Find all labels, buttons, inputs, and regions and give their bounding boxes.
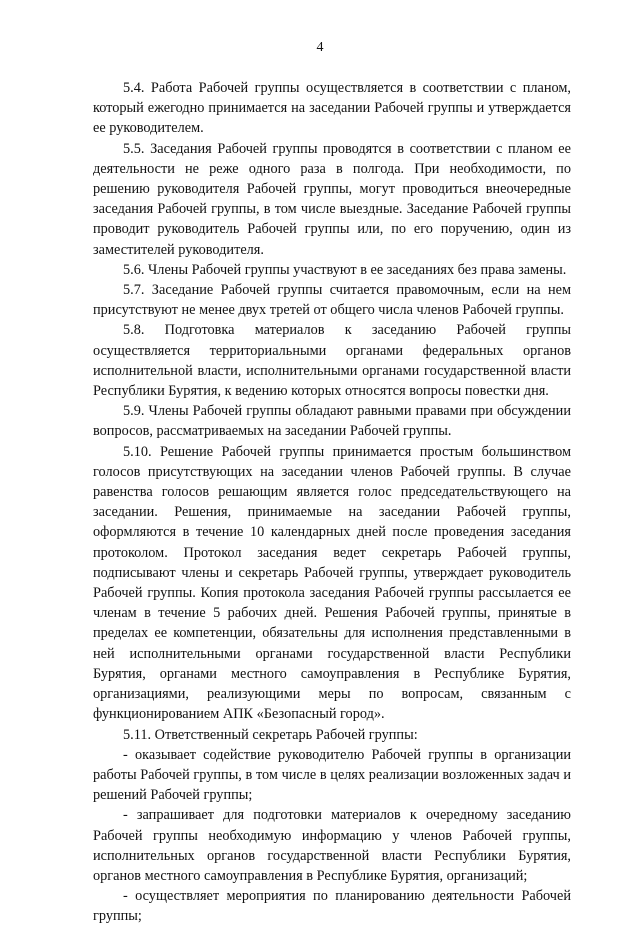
paragraph-5-6: 5.6. Члены Рабочей группы участвуют в ее заседаниях без права замены. bbox=[123, 261, 567, 278]
paragraph-5-10: 5.10. Решение Рабочей группы принимается простым большинством голосов присутствующих на заседании членов Рабочей группы. В случае равенства голосов решающим является голос председательствующего на заседании. Решения, принимаемые на заседании Рабочей группы, оформляются в течение 10 календарных дней после проведения заседания протоколом. Протокол заседания ведет секретарь Рабочей группы, подписывают члены и секретарь Рабочей группы, утверждает руководитель Рабочей группы. Копия протокола заседания Рабочей группы рассылается ее членам в течение 5 рабочих дней. Решения Рабочей группы, принятые в пределах ее компетенции, обязательны для исполнения представленными в ней исполнительными органами государственной власти Республики Бурятия, органами местного самоуправления в Республике Бурятия, организациями, реализующими меры по вопросам, связанным с функционированием АПК «Безопасный город». bbox=[93, 443, 571, 723]
list-item-planning: - осуществляет мероприятия по планированию деятельности Рабочей группы; bbox=[93, 888, 571, 925]
paragraph-5-7: 5.7. Заседание Рабочей группы считается правомочным, если на нем присутствуют не менее двух третей от общего числа членов Рабочей группы. bbox=[93, 282, 571, 319]
page-number: 4 bbox=[316, 40, 324, 55]
list-item-assistance: - оказывает содействие руководителю Рабочей группы в организации работы Рабочей группы, в том числе в целях реализации возложенных задач и решений Рабочей группы; bbox=[93, 746, 571, 804]
list-item-requests: - запрашивает для подготовки материалов к очередному заседанию Рабочей группы необходимую информацию у членов Рабочей группы, исполнительных органов государственной власти Республики Бурятия, органов местного самоуправления в Республике Бурятия, организаций; bbox=[93, 807, 571, 884]
paragraph-5-11: 5.11. Ответственный секретарь Рабочей группы: bbox=[123, 726, 418, 743]
paragraph-5-8: 5.8. Подготовка материалов к заседанию Рабочей группы осуществляется территориальными органами федеральных органов исполнительной власти, исполнительными органами государственной власти Республики Бурятия, к ведению которых относятся вопросы повестки дня. bbox=[93, 322, 571, 400]
paragraph-5-9: 5.9. Члены Рабочей группы обладают равными правами при обсуждении вопросов, рассматриваемых на заседании Рабочей группы. bbox=[93, 403, 571, 440]
paragraph-5-4: 5.4. Работа Рабочей группы осуществляется в соответствии с планом, который ежегодно принимается на заседании Рабочей группы и утверждается ее руководителем. bbox=[93, 80, 571, 137]
paragraph-5-5: 5.5. Заседания Рабочей группы проводятся в соответствии с планом ее деятельности не реже одного раза в полгода. При необходимости, по решению руководителя Рабочей группы, могут проводиться внеочередные заседания Рабочей группы, в том числе выездные. Заседание Рабочей группы проводит руководитель Рабочей группы или, по его поручению, один из заместителей руководителя. bbox=[93, 140, 571, 258]
document-body bbox=[93, 78, 571, 927]
